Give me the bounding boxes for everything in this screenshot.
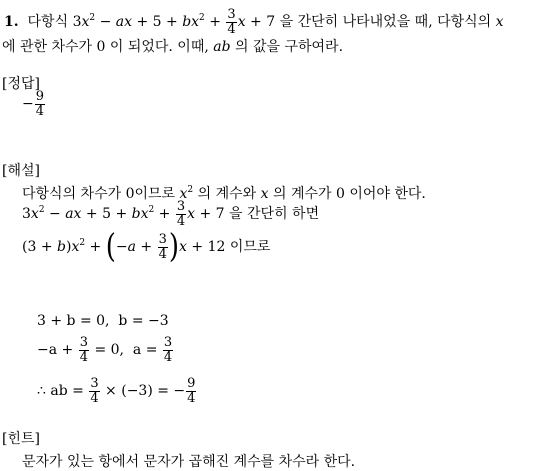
- question-line-2: [2, 36, 343, 56]
- equation-1: [37, 313, 169, 329]
- explanation-line1-a: 다항식의 차수가 0이므로: [22, 186, 176, 202]
- answer-den: 4: [35, 103, 45, 119]
- explanation-line3-tail: 이므로: [229, 239, 271, 256]
- eq2-a: −a +: [37, 342, 74, 359]
- equation-3: ∴ ab = $\frac{3}{4}$ × (−3) = − $\frac{9}{4}$: [37, 376, 196, 406]
- question-text-a: 다항식: [27, 14, 69, 31]
- question-text-b: 을 간단히 나타내었을 때, 다항식의: [279, 14, 492, 31]
- explanation-line-2: $3x^2$ − ax + $5 + bx^2$ + $\frac{3}{4}$ x + 7 을 간단히 하면: [22, 199, 320, 229]
- explanation-line2-tail: 을 간단히 하면: [229, 206, 320, 223]
- question-line-1: [4, 8, 504, 36]
- eq2-c: a =: [132, 342, 158, 359]
- eq3-a: ∴ ab =: [37, 383, 84, 400]
- question-line2-b: 의 값을 구하여라.: [235, 39, 344, 55]
- answer-value: [22, 90, 46, 118]
- hint-header: [힌트]: [2, 431, 40, 447]
- question-number: 1.: [4, 14, 19, 31]
- eq1-right: b = −3: [118, 313, 169, 329]
- explanation-header: [해설]: [2, 163, 40, 179]
- explanation-line1-b: 의 계수와: [197, 186, 257, 202]
- question-ab: ab: [213, 39, 231, 55]
- answer-num: 9: [35, 89, 45, 104]
- hint-text: 문자가 있는 항에서 문자가 곱해진 계수를 차수라 한다.: [22, 454, 356, 470]
- question-line2-a: 에 관한 차수가 0 이 되었다. 이때,: [2, 39, 209, 55]
- eq3-b: × (−3) = −: [105, 383, 186, 400]
- question-polynomial: $3x^2$ − ax + $5 + bx^2$ + $\frac{3}{4}$ x + 7: [72, 7, 276, 37]
- explanation-line-1: 다항식의 차수가 0이므로 $x^2$ 의 계수와 x 의 계수가 0 이어야 한다.: [22, 185, 426, 202]
- answer-header: [정답]: [2, 76, 40, 92]
- question-var-x: x: [495, 14, 504, 31]
- explanation-line1-c: 의 계수가 0 이어야 한다.: [272, 186, 426, 202]
- eq2-b: = 0,: [94, 342, 124, 359]
- explanation-line-3: $(3 + b)x^2 + (-a$ + $\frac{3}{4}$ )x + 12 이므로: [22, 228, 271, 266]
- answer-sign: −: [22, 96, 34, 113]
- eq1-left: 3 + b = 0,: [37, 313, 110, 329]
- equation-2: −a + $\frac{3}{4}$ = 0, a = $\frac{3}{4}$: [37, 335, 173, 365]
